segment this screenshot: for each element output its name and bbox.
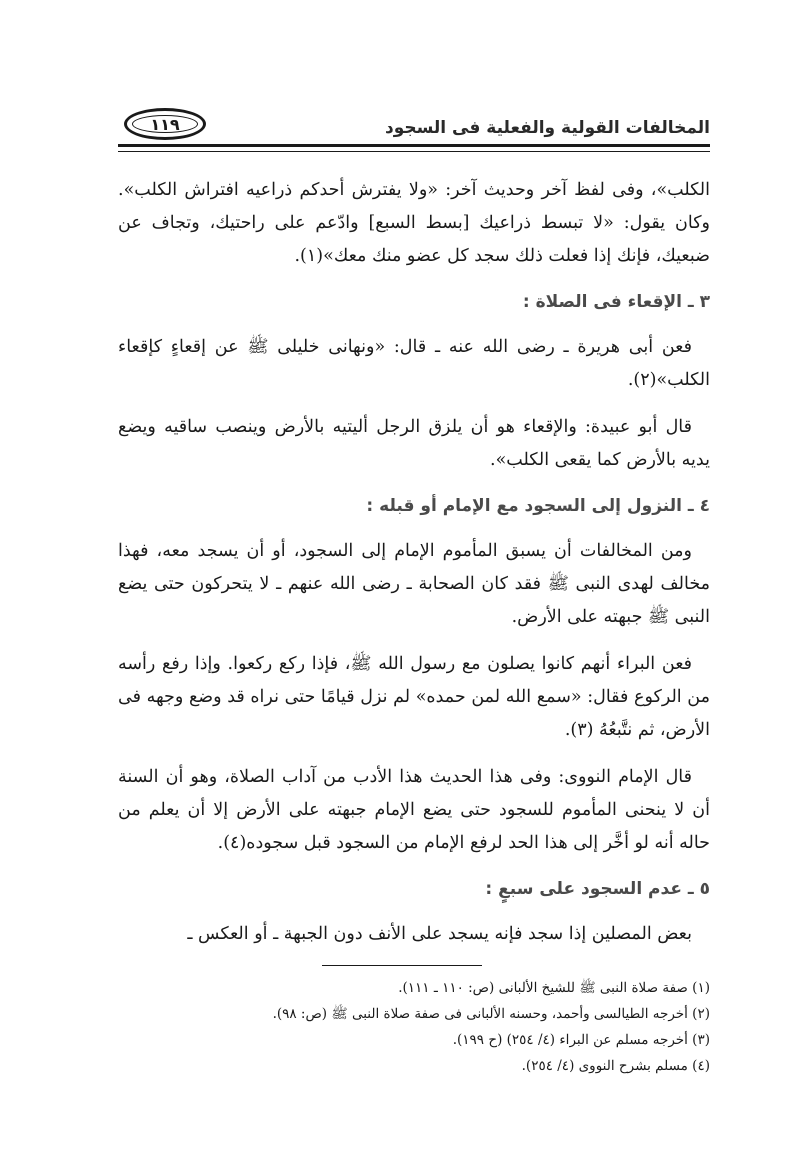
footnote: (٣) أخرجه مسلم عن البراء (٤/ ٢٥٤) (ح ١٩٩). [452,1032,710,1048]
footnote-rule [322,965,482,966]
footnote-separator [118,965,710,975]
footnote: (٤) مسلم بشرح النووى (٤/ ٢٥٤). [521,1058,710,1074]
paragraph: ومن المخالفات أن يسبق المأموم الإمام إلى السجود، أو أن يسجد معه، فهذا مخالف لهدى النبى ﷺ فقد كان الصحابة ـ رضى الله عنهم ـ لا يتحركون حتى يضع النبى ﷺ جبهته على الأرض. [118,541,710,627]
header-rule [118,144,710,152]
body-text [118,174,710,951]
paragraph: قال أبو عبيدة: والإقعاء هو أن يلزق الرجل أليتيه بالأرض وينصب ساقيه ويضع يديه بالأرض كما يقعى الكلب». [118,417,710,470]
document-page [118,98,710,1118]
section-heading: ٥ ـ عدم السجود على سبعٍ : [485,879,710,899]
page-number: ١١٩ [150,114,180,134]
footnote: (١) صفة صلاة النبى ﷺ للشيخ الألبانى (ص: ١١٠ ـ ١١١). [398,980,710,996]
paragraph: بعض المصلين إذا سجد فإنه يسجد على الأنف دون الجبهة ـ أو العكس ـ [187,924,692,944]
footnote: (٢) أخرجه الطيالسى وأحمد، وحسنه الألبانى فى صفة صلاة النبى ﷺ (ص: ٩٨). [272,1006,710,1022]
footnotes [118,975,710,1079]
paragraph: فعن البراء أنهم كانوا يصلون مع رسول الله ﷺ، فإذا ركع ركعوا. وإذا رفع رأسه من الركوع فقال: «سمع الله لمن حمده» لم نزل قيامًا حتى نراه قد وضع وجهه فى الأرض، ثم نتَّبعُهُ (٣). [118,654,710,740]
paragraph: الكلب»، وفى لفظ آخر وحديث آخر: «ولا يفترش أحدكم ذراعيه افتراش الكلب». وكان يقول: «لا تبسط ذراعيك [بسط السبع] وادّعم على راحتيك، وتجاف عن ضبعيك، فإنك إذا فعلت ذلك سجد كل عضو منك معك»(١). [118,180,710,266]
running-title: المخالفات القولية والفعلية فى السجود [384,118,710,138]
paragraph: قال الإمام النووى: وفى هذا الحديث هذا الأدب من آداب الصلاة، وهو أن السنة أن لا ينحنى المأموم للسجود حتى يضع الإمام جبهته على الأرض إلا أن يعلم من حاله أنه لو أخَّر إلى هذا الحد لرفع الإمام من السجود قبل سجوده(٤). [118,767,710,853]
page-number-badge [124,108,206,140]
paragraph: فعن أبى هريرة ـ رضى الله عنه ـ قال: «ونهانى خليلى ﷺ عن إقعاءٍ كإقعاء الكلب»(٢). [118,337,710,390]
page-header [118,98,710,150]
section-heading: ٤ ـ النزول إلى السجود مع الإمام أو قبله : [366,496,710,516]
section-heading: ٣ ـ الإقعاء فى الصلاة : [522,292,710,312]
